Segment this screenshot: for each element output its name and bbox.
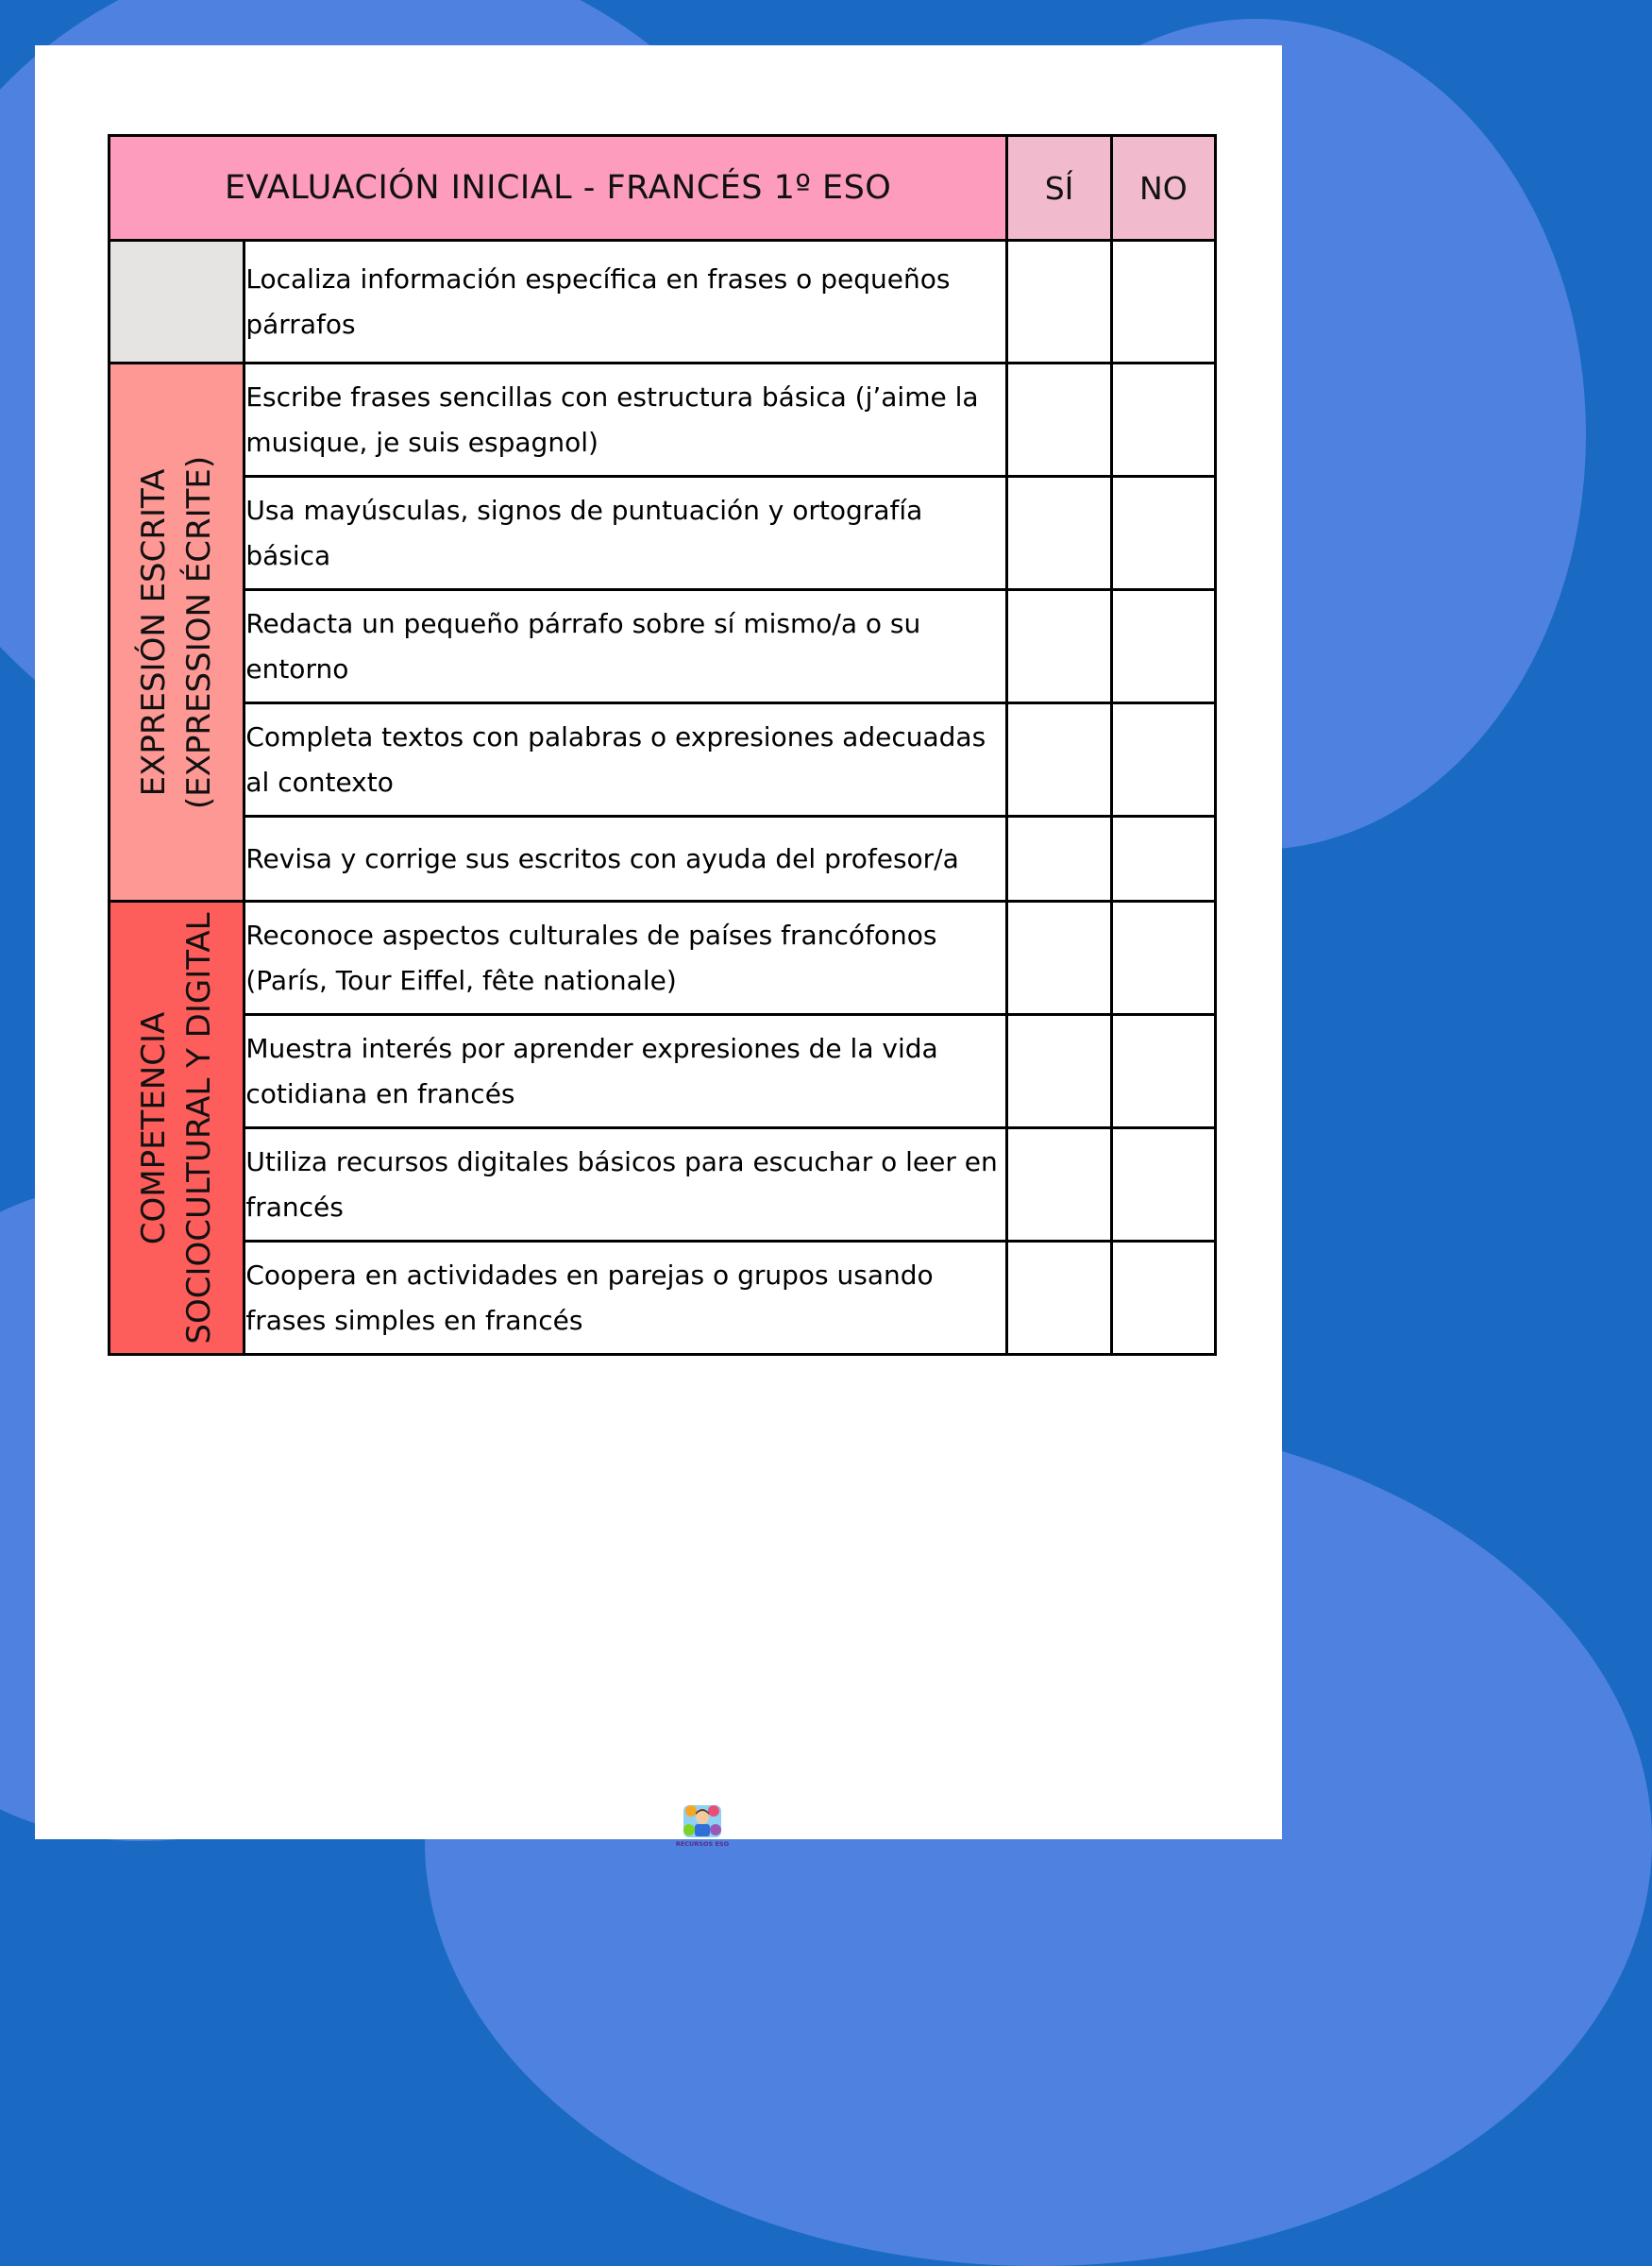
yes-checkbox-cell[interactable] [1007,590,1111,703]
yes-checkbox-cell[interactable] [1007,241,1111,364]
category-cell [110,364,244,902]
no-checkbox-cell[interactable] [1111,902,1215,1015]
criterion-text: Revisa y corrige sus escritos con ayuda del profesor/a [244,817,1007,902]
no-checkbox-cell[interactable] [1111,477,1215,590]
no-checkbox-cell[interactable] [1111,1242,1215,1355]
criterion-text: Reconoce aspectos culturales de países francófonos (París, Tour Eiffel, fête nationale) [244,902,1007,1015]
yes-checkbox-cell[interactable] [1007,1015,1111,1128]
no-column-header: NO [1111,136,1215,241]
category-label-line: EXPRESIÓN ESCRITA [135,468,174,796]
table-row [110,590,1216,703]
criterion-text: Completa textos con palabras o expresiones adecuadas al contexto [244,703,1007,817]
recursos-eso-logo-icon [675,1801,730,1856]
category-cell [110,902,244,1355]
criterion-text: Localiza información específica en frases o pequeños párrafos [244,241,1007,364]
no-checkbox-cell[interactable] [1111,364,1215,477]
criterion-text: Redacta un pequeño párrafo sobre sí mismo/a o su entorno [244,590,1007,703]
category-cell [110,241,244,364]
category-label-line: SOCIOCULTURAL Y DIGITAL [180,911,219,1344]
table-row [110,364,1216,477]
yes-checkbox-cell[interactable] [1007,703,1111,817]
table-body [110,241,1216,1355]
yes-checkbox-cell[interactable] [1007,1128,1111,1242]
table-row [110,902,1216,1015]
table-header-row [110,136,1216,241]
table-row [110,1242,1216,1355]
no-checkbox-cell[interactable] [1111,703,1215,817]
table-title: EVALUACIÓN INICIAL - FRANCÉS 1º ESO [110,136,1007,241]
category-label [131,912,222,1344]
category-label-line: COMPETENCIA [135,1011,174,1244]
evaluation-table [108,134,1217,1356]
table-row [110,703,1216,817]
criterion-text: Escribe frases sencillas con estructura básica (j’aime la musique, je suis espagnol) [244,364,1007,477]
no-checkbox-cell[interactable] [1111,1128,1215,1242]
table-row [110,1015,1216,1128]
svg-text:RECURSOS ESO: RECURSOS ESO [675,1840,730,1848]
criterion-text: Muestra interés por aprender expresiones de la vida cotidiana en francés [244,1015,1007,1128]
yes-column-header: SÍ [1007,136,1111,241]
table-row [110,477,1216,590]
criterion-text: Utiliza recursos digitales básicos para escuchar o leer en francés [244,1128,1007,1242]
category-label-line: (EXPRESSION ÉCRITE) [180,455,219,809]
no-checkbox-cell[interactable] [1111,241,1215,364]
yes-checkbox-cell[interactable] [1007,364,1111,477]
no-checkbox-cell[interactable] [1111,1015,1215,1128]
yes-checkbox-cell[interactable] [1007,817,1111,902]
category-label [131,455,222,808]
worksheet-page [35,45,1282,1848]
yes-checkbox-cell[interactable] [1007,902,1111,1015]
no-checkbox-cell[interactable] [1111,590,1215,703]
criterion-text: Coopera en actividades en parejas o grupos usando frases simples en francés [244,1242,1007,1355]
table-row [110,241,1216,364]
yes-checkbox-cell[interactable] [1007,477,1111,590]
table-row [110,1128,1216,1242]
yes-checkbox-cell[interactable] [1007,1242,1111,1355]
no-checkbox-cell[interactable] [1111,817,1215,902]
criterion-text: Usa mayúsculas, signos de puntuación y ortografía básica [244,477,1007,590]
table-row [110,817,1216,902]
